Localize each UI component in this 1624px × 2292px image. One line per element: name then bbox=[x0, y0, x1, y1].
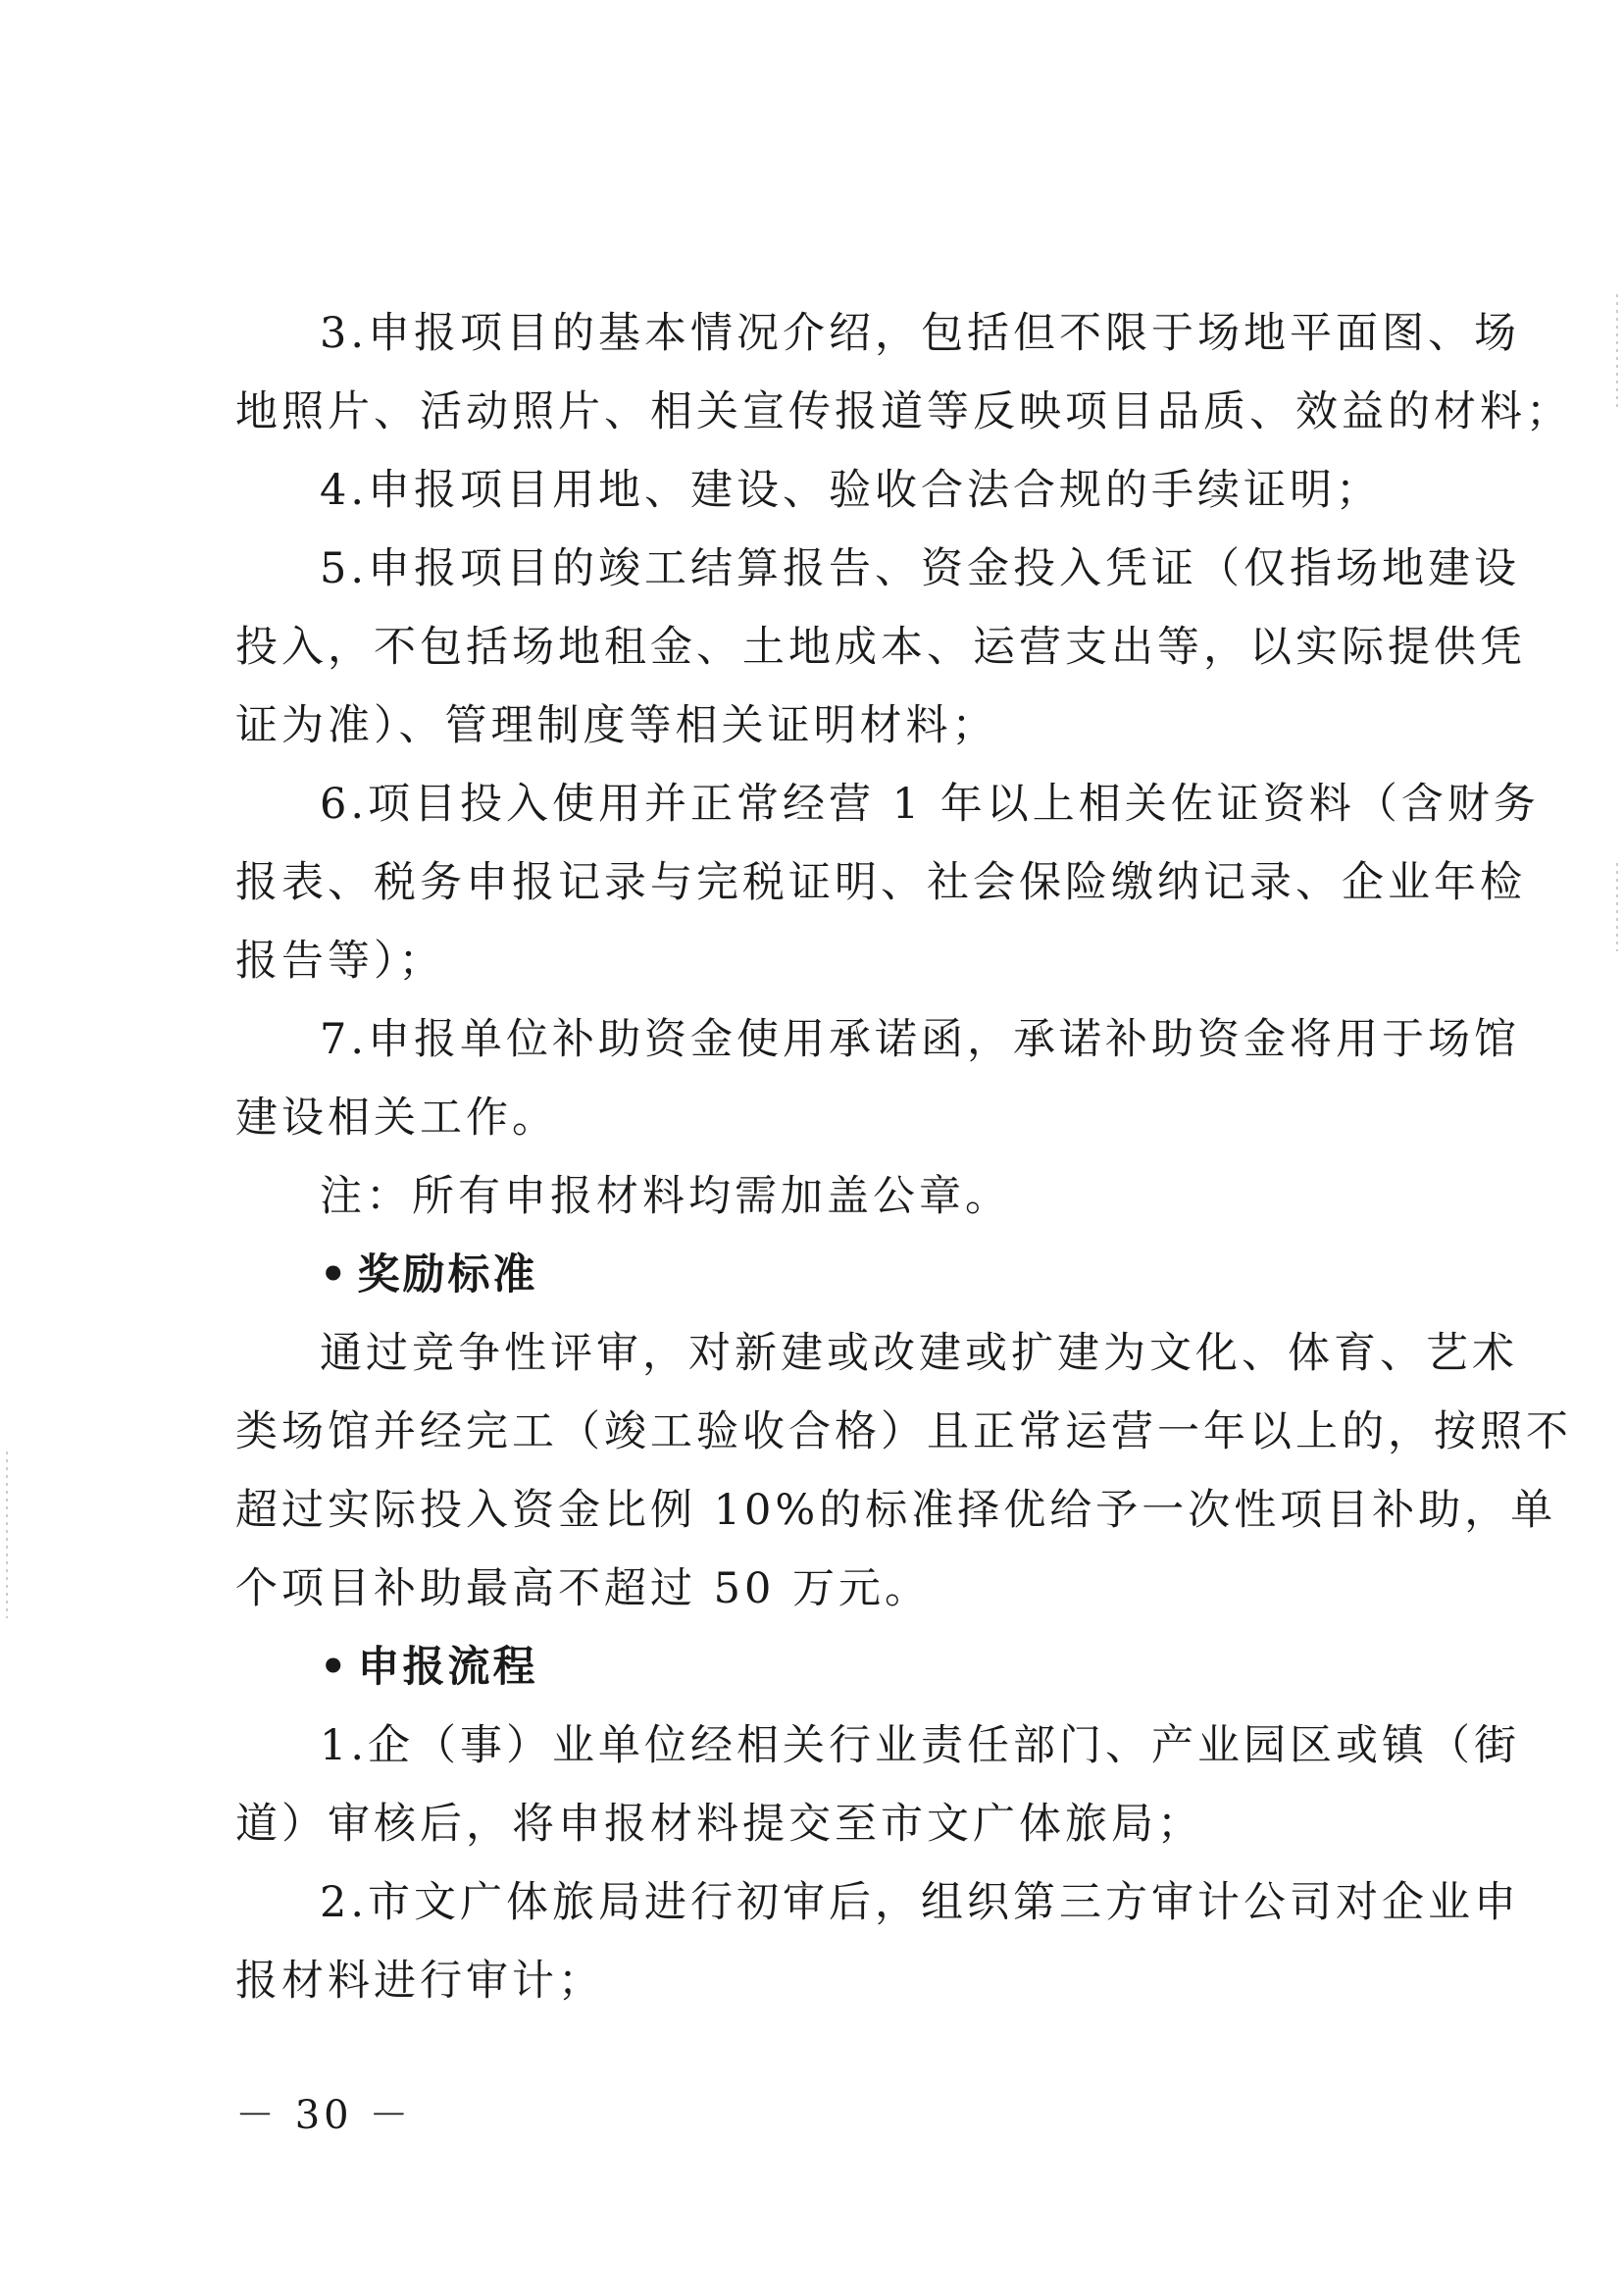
text-line: 类场馆并经完工（竣工验收合格）且正常运营一年以上的，按照不 bbox=[235, 1407, 1572, 1456]
page-number: － 30 － bbox=[235, 2093, 413, 2138]
text-line: 3.申报项目的基本情况介绍，包括但不限于场地平面图、场 bbox=[320, 309, 1521, 358]
text-line: 报告等）； bbox=[235, 937, 445, 986]
document-body bbox=[235, 294, 1572, 2020]
section-heading-text: 奖励标准 bbox=[357, 1250, 538, 1299]
text-line: 超过实际投入资金比例 10%的标准择优给予一次性项目补助，单 bbox=[235, 1486, 1557, 1535]
bullet-icon: • bbox=[320, 1250, 350, 1299]
section-heading bbox=[235, 1236, 1417, 1314]
scan-edge-mark-right-middle bbox=[1616, 863, 1618, 951]
scan-edge-mark-right-top bbox=[1616, 294, 1618, 412]
text-line: 投入，不包括场地租金、土地成本、运营支出等，以实际提供凭 bbox=[235, 623, 1526, 672]
text-line: 4.申报项目用地、建设、验收合法合规的手续证明； bbox=[320, 466, 1383, 515]
text-line: 注：所有申报材料均需加盖公章。 bbox=[320, 1172, 1011, 1221]
text-line: 5.申报项目的竣工结算报告、资金投入凭证（仅指场地建设 bbox=[320, 544, 1521, 593]
scan-edge-mark-left bbox=[6, 1452, 8, 1618]
text-line: 2.市文广体旅局进行初审后，组织第三方审计公司对企业申 bbox=[320, 1878, 1521, 1927]
text-line: 证为准）、管理制度等相关证明材料； bbox=[235, 701, 998, 750]
text-line: 建设相关工作。 bbox=[235, 1094, 558, 1143]
text-line: 1.企（事）业单位经相关行业责任部门、产业园区或镇（街 bbox=[320, 1721, 1521, 1770]
text-line: 个项目补助最高不超过 50 万元。 bbox=[235, 1564, 932, 1613]
text-line: 报表、税务申报记录与完税证明、社会保险缴纳记录、企业年检 bbox=[235, 858, 1526, 907]
bullet-icon: • bbox=[320, 1643, 350, 1692]
text-line: 通过竞争性评审，对新建或改建或扩建为文化、体育、艺术 bbox=[320, 1329, 1518, 1378]
text-line: 7.申报单位补助资金使用承诺函，承诺补助资金将用于场馆 bbox=[320, 1015, 1521, 1064]
text-line: 报材料进行审计； bbox=[235, 1957, 604, 2006]
section-heading bbox=[235, 1628, 1417, 1706]
text-line: 道）审核后，将申报材料提交至市文广体旅局； bbox=[235, 1800, 1203, 1849]
text-line: 6.项目投入使用并正常经营 1 年以上相关佐证资料（含财务 bbox=[320, 780, 1540, 829]
text-line: 地照片、活动照片、相关宣传报道等反映项目品质、效益的材料； bbox=[235, 387, 1572, 436]
section-heading-text: 申报流程 bbox=[357, 1643, 538, 1692]
